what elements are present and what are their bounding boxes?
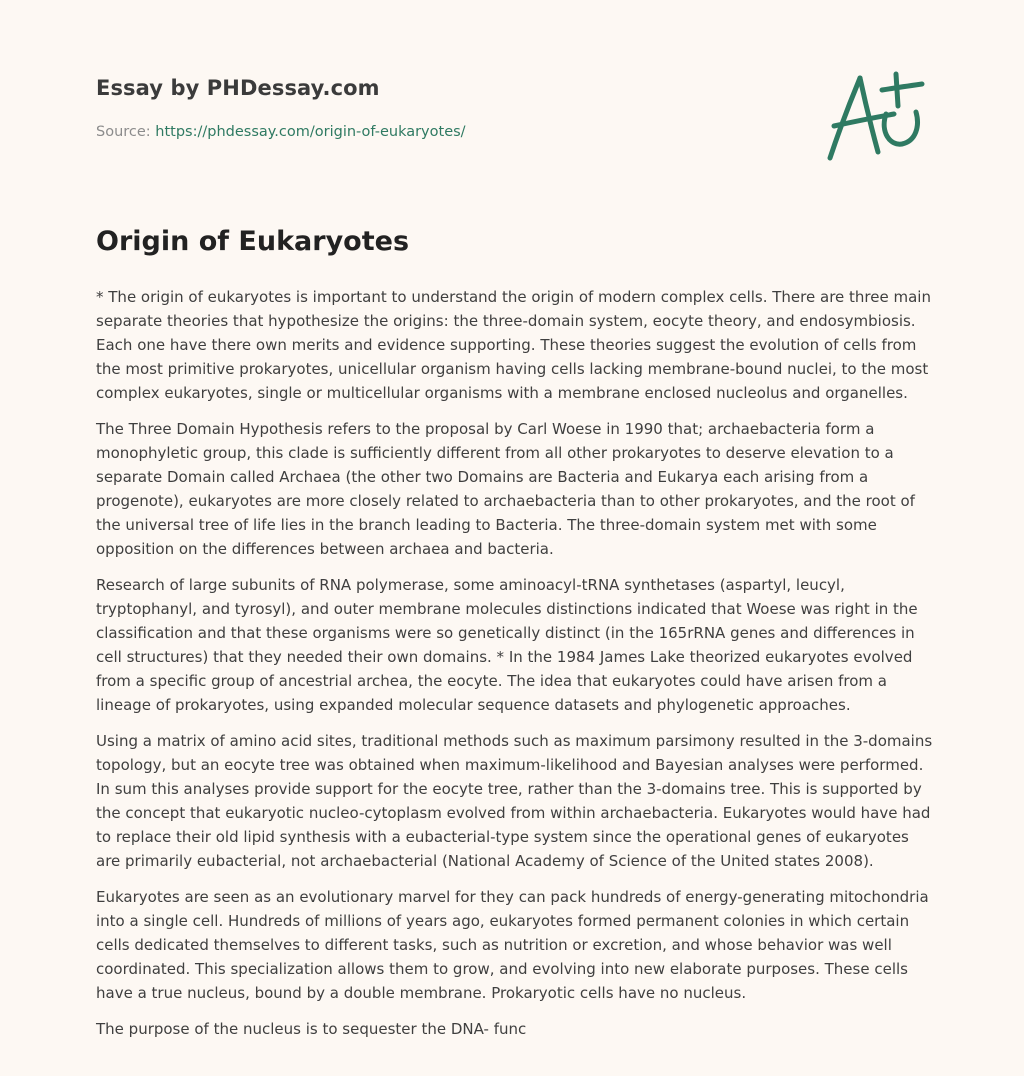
source-line — [96, 124, 466, 140]
a-plus-grade-icon — [822, 66, 930, 166]
essay-title: Origin of Eukaryotes — [96, 226, 410, 257]
essay-paragraph: Eukaryotes are seen as an evolutionary marvel for they can pack hundreds of energy-generating mitochondria into a single cell. Hundreds of millions of years ago, eukaryotes formed permanent colonies in which certain cells dedicated themselves to different tasks, such as nutrition or excretion, and whose behavior was well coordinated. This specialization allows them to grow, and evolving into new elaborate purposes. These cells have a true nucleus, bound by a double membrane. Prokaryotic cells have no nucleus. — [96, 888, 929, 1002]
essay-paragraph: Using a matrix of amino acid sites, traditional methods such as maximum parsimony resulted in the 3-domains topology, but an eocyte tree was obtained when maximum-likelihood and Bayesian analyses were performed. In sum this analyses provide support for the eocyte tree, rather than the 3-domains tree. This is supported by the concept that eukaryotic nucleo-cytoplasm evolved from within archaebacteria. Eukaryotes would have had to replace their old lipid synthesis with a eubacterial-type system since the operational genes of eukaryotes are primarily eubacterial, not archaebacterial (National Academy of Science of the United states 2008). — [96, 732, 933, 870]
source-label: Source: — [96, 124, 156, 140]
site-brand: Essay by PHDessay.com — [96, 76, 380, 100]
essay-body — [96, 285, 936, 1053]
essay-paragraph: The Three Domain Hypothesis refers to the proposal by Carl Woese in 1990 that; archaebacteria form a monophyletic group, this clade is sufficiently different from all other prokaryotes to deserve elevation to a separate Domain called Archaea (the other two Domains are Bacteria and Eukarya each arising from a progenote), eukaryotes are more closely related to archaebacteria than to other prokaryotes, and the root of the universal tree of life lies in the branch leading to Bacteria. The three-domain system met with some opposition on the differences between archaea and bacteria. — [96, 420, 915, 558]
essay-paragraph: * The origin of eukaryotes is important to understand the origin of modern complex cells. There are three main separate theories that hypothesize the origins: the three-domain system, eocyte theory, and endosymbiosis. Each one have there own merits and evidence supporting. These theories suggest the evolution of cells from the most primitive prokaryotes, unicellular organism having cells lacking membrane-bound nuclei, to the most complex eukaryotes, single or multicellular organisms with a membrane enclosed nucleolus and organelles. — [96, 288, 931, 402]
essay-paragraph: Research of large subunits of RNA polymerase, some aminoacyl-tRNA synthetases (aspartyl, leucyl, tryptophanyl, and tyrosyl), and outer membrane molecules distinctions indicated that Woese was right in the classification and that these organisms were so genetically distinct (in the 165rRNA genes and differences in cell structures) that they needed their own domains. * In the 1984 James Lake theorized eukaryotes evolved from a specific group of ancestrial archea, the eocyte. The idea that eukaryotes could have arisen from a lineage of prokaryotes, using expanded molecular sequence datasets and phylogenetic approaches. — [96, 576, 918, 714]
source-link[interactable]: https://phdessay.com/origin-of-eukaryotes/ — [155, 124, 466, 140]
essay-paragraph: The purpose of the nucleus is to sequester the DNA- func — [96, 1020, 527, 1038]
